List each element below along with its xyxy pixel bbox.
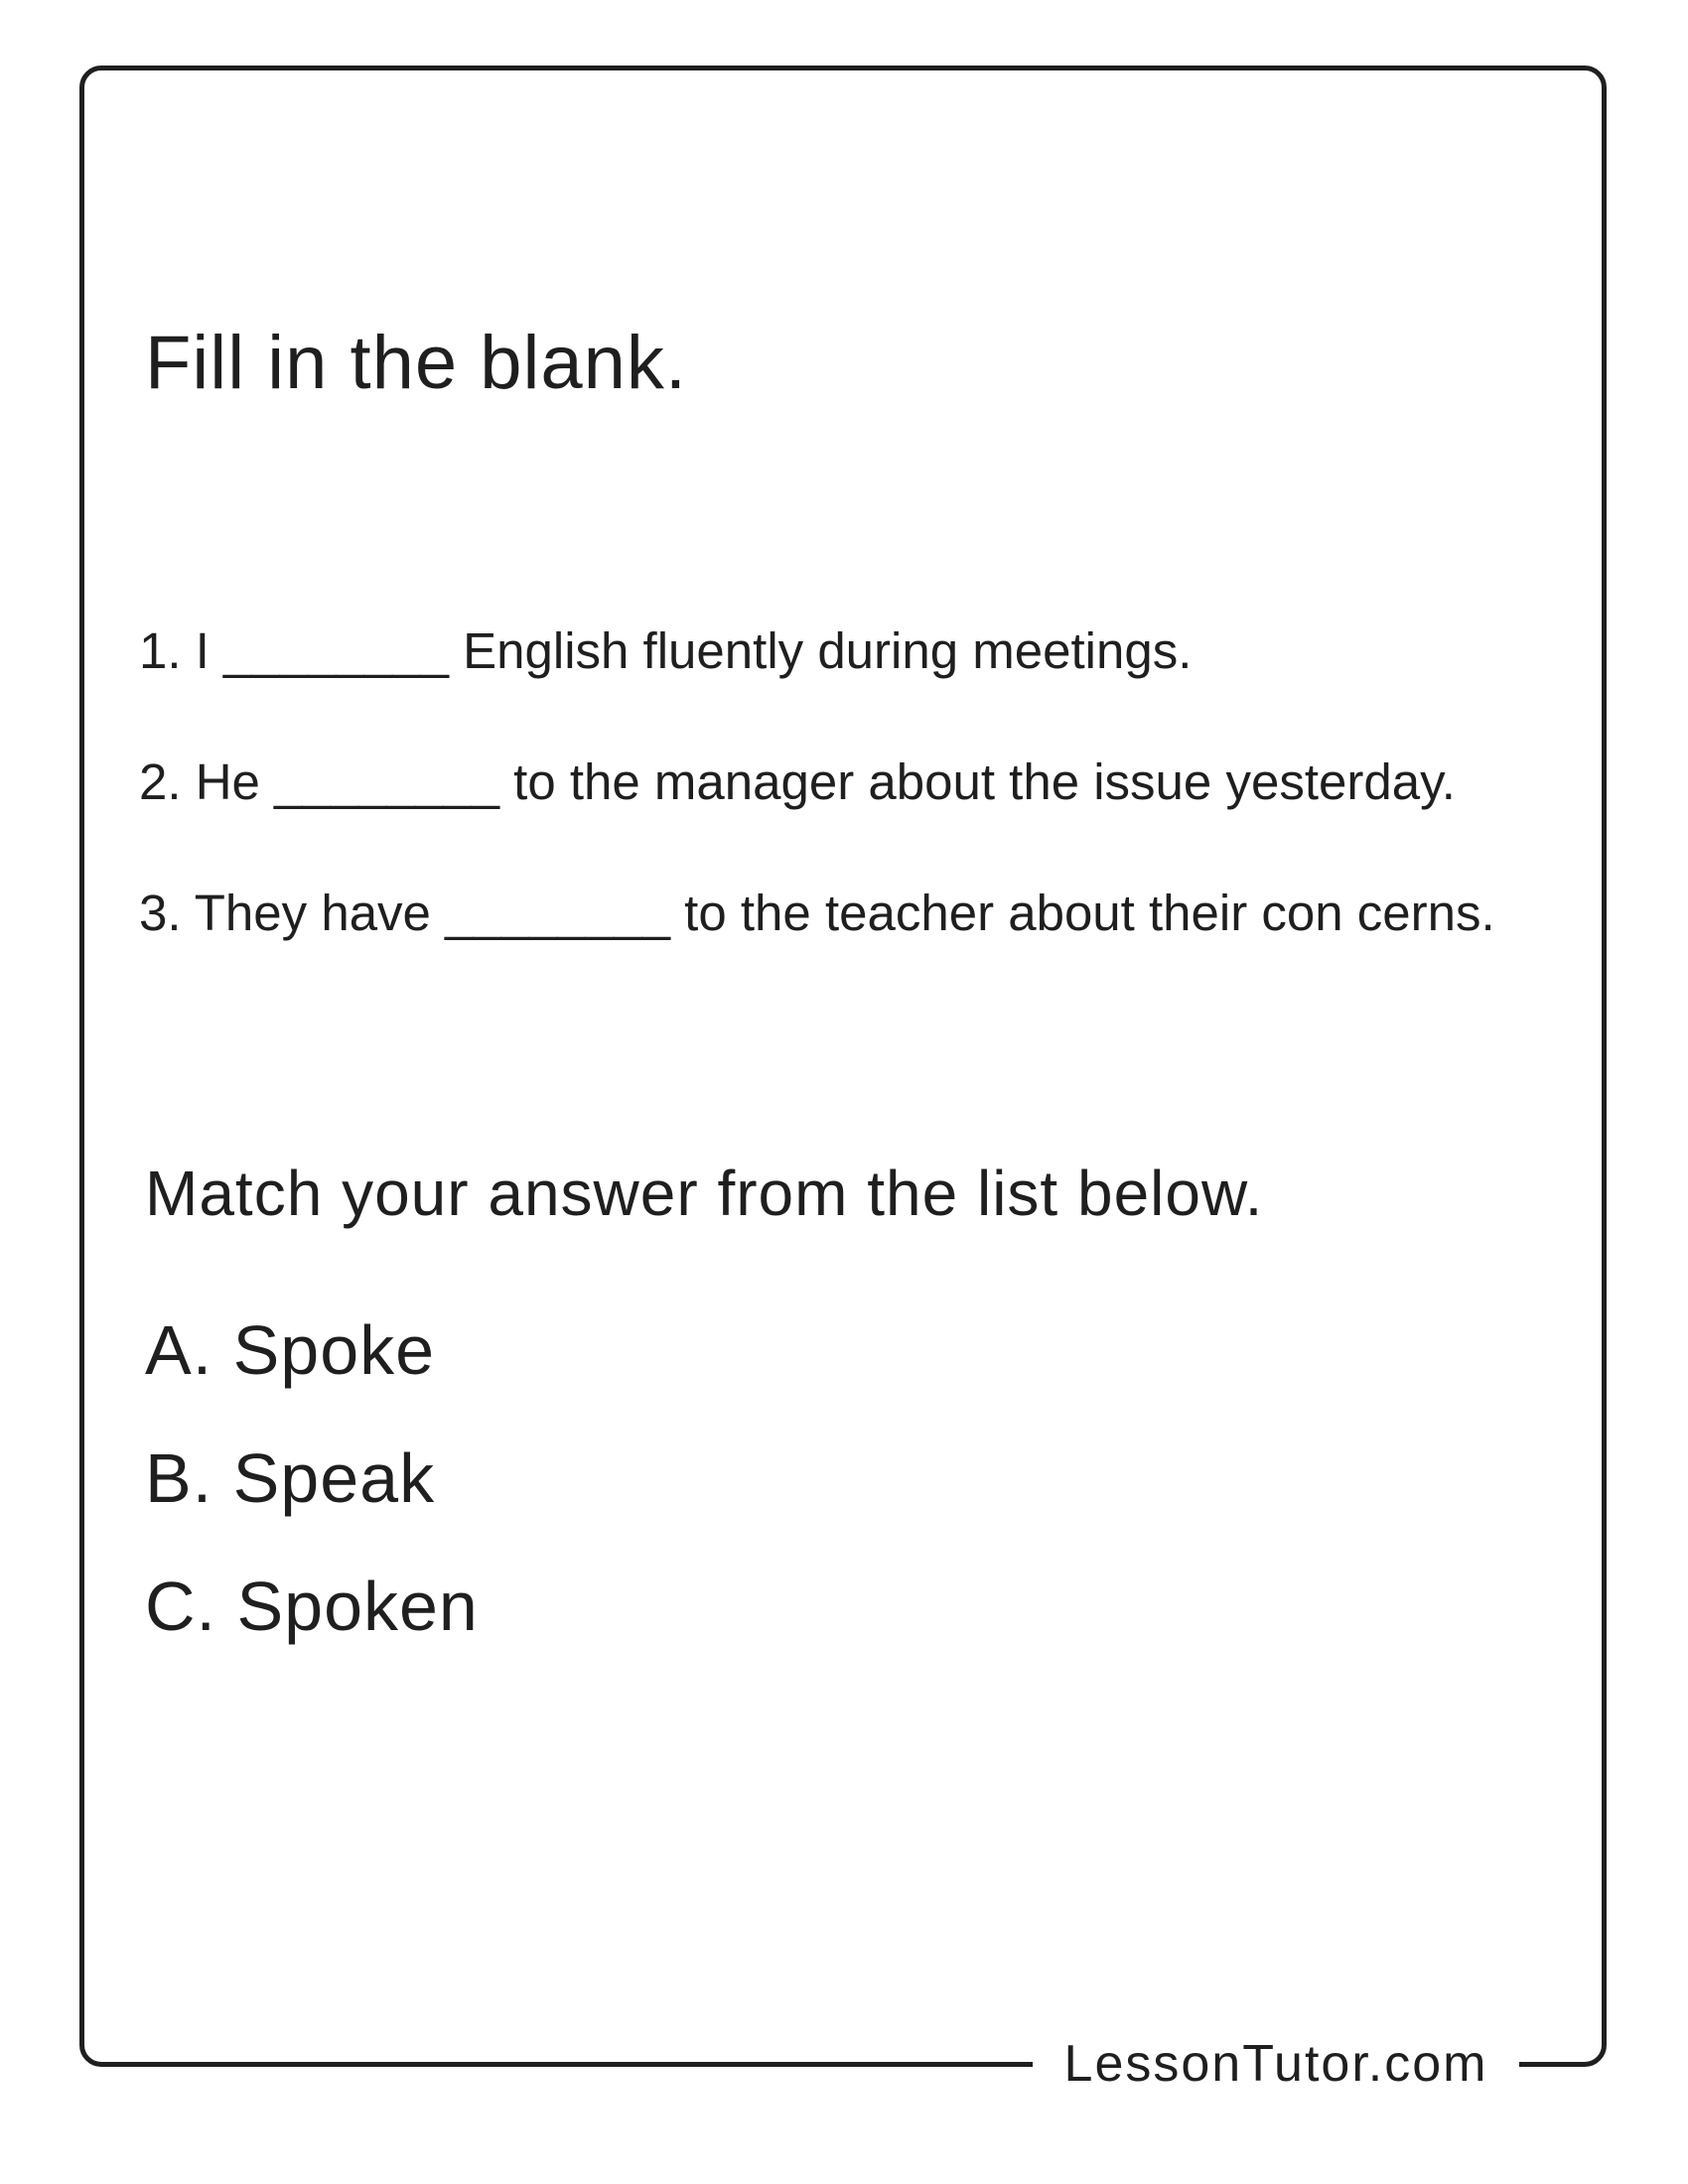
answer-instructions: Match your answer from the list below.: [145, 1158, 1264, 1229]
answer-option: B. Speak: [145, 1439, 436, 1517]
answer-option: A. Spoke: [145, 1311, 436, 1389]
answer-option: C. Spoken: [145, 1568, 479, 1645]
question-list: [139, 620, 1529, 1014]
footer-brand: LessonTutor.com: [1033, 2029, 1519, 2099]
question-item: 3. They have ________ to the teacher about their con cerns.: [139, 885, 1495, 941]
question-item: 2. He ________ to the manager about the issue yesterday.: [139, 753, 1456, 810]
question-item: 1. I ________ English fluently during meetings.: [139, 622, 1193, 679]
answer-options: [145, 1308, 479, 1693]
worksheet-title: Fill in the blank.: [145, 321, 688, 405]
